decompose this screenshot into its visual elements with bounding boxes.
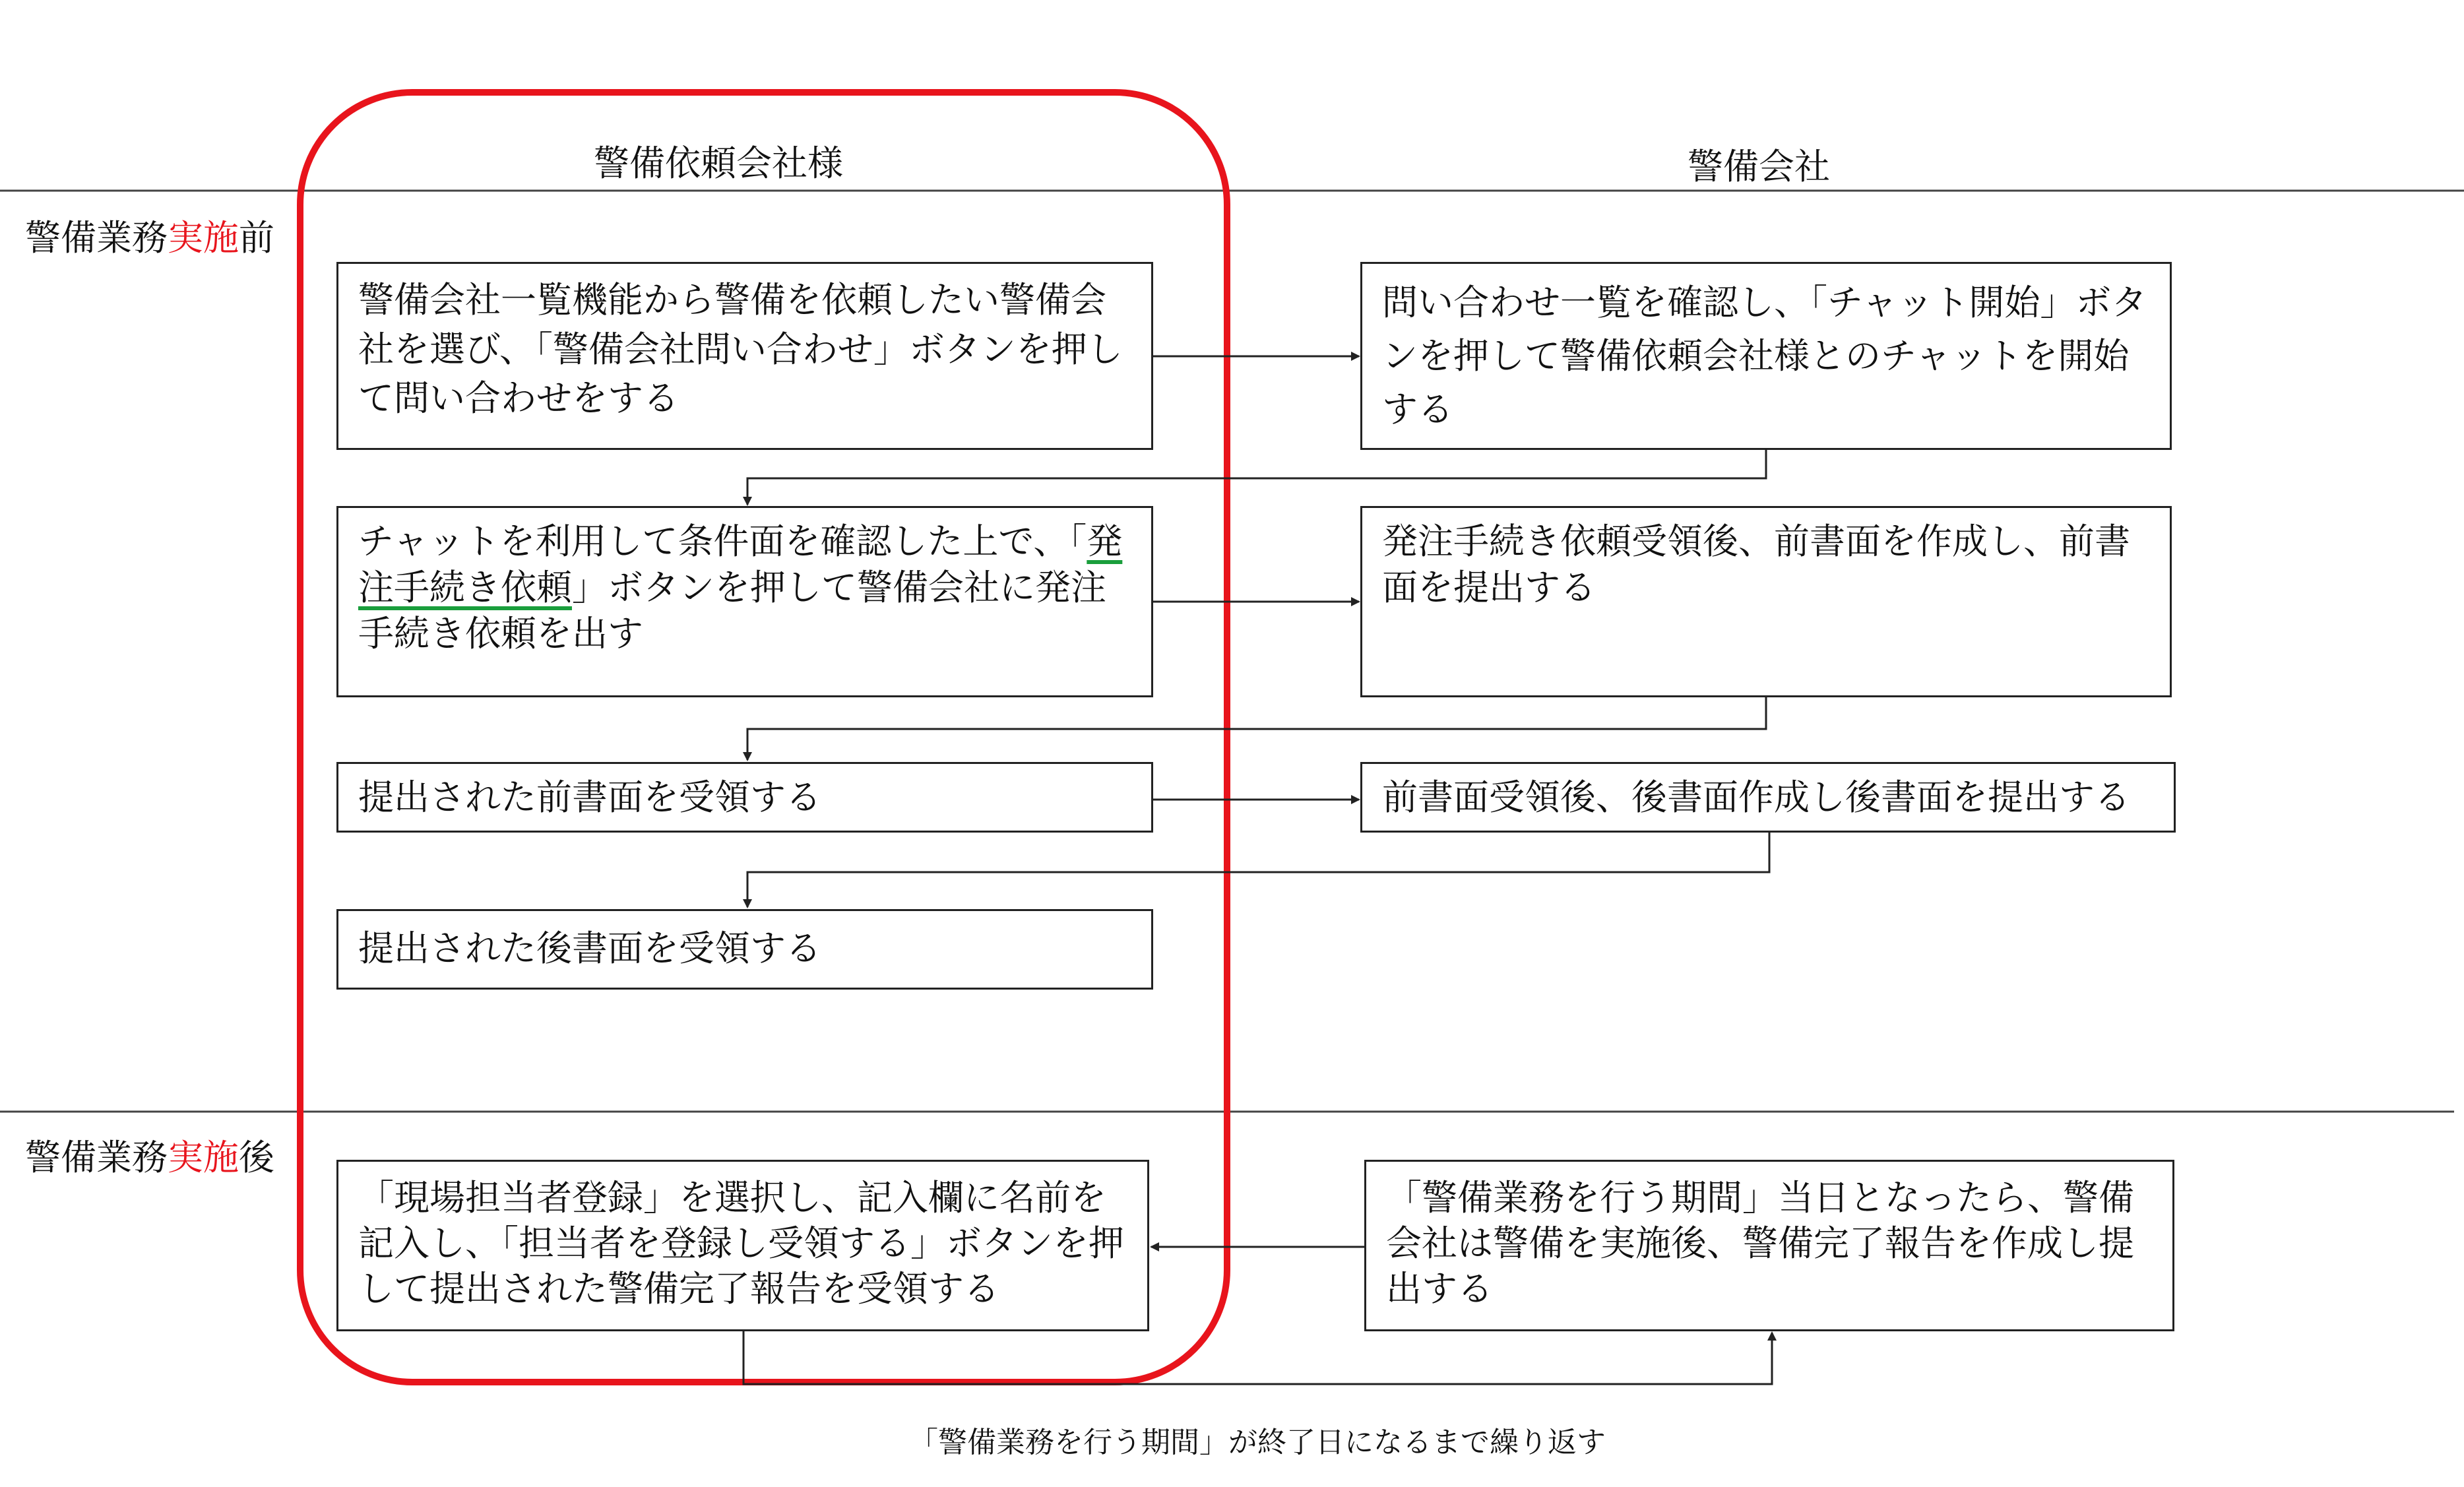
loop-note: 「警備業務を行う期間」が終了日になるまで繰り返す — [909, 1426, 1606, 1459]
phase-after-prefix: 警備業務 — [25, 1137, 168, 1178]
phase-before-prefix: 警備業務 — [25, 217, 168, 259]
arrow-loop-back — [743, 1331, 1772, 1384]
step-client-3 — [336, 762, 1153, 833]
phase-before-suffix: 前 — [239, 217, 274, 259]
phase-label-before — [25, 210, 274, 261]
phase-after-suffix: 後 — [239, 1137, 274, 1178]
phase-before-highlight: 実施 — [168, 217, 239, 259]
arrow-company3-to-client4 — [747, 833, 1769, 907]
step-company-3 — [1360, 762, 2176, 833]
step-client-2 — [336, 506, 1153, 697]
step-client-4-text: 提出された後書面を受領する — [358, 928, 821, 969]
step-client-5-text: 「現場担当者登録」を選択し、記入欄に名前を記入し、「担当者を登録し受領する」ボタンを押して提出された警備完了報告を受領する — [358, 1177, 1124, 1310]
step-company-5 — [1364, 1160, 2174, 1331]
step-client-5 — [336, 1160, 1149, 1331]
step-company-1 — [1360, 262, 2172, 450]
step-company-1-text: 問い合わせ一覧を確認し、「チャット開始」ボタンを押して警備依頼会社様とのチャットを開始する — [1382, 282, 2147, 430]
step-client-2-underlined: 発注手続き依頼 — [358, 521, 1123, 609]
step-client-2-text-post: 」ボタンを押して警備会社に発注手続き依頼を出す — [358, 567, 1106, 655]
column-header-client: 警備依頼会社様 — [594, 142, 843, 184]
step-client-2-text — [358, 519, 1131, 658]
step-client-3-text: 提出された前書面を受領する — [358, 776, 821, 818]
step-client-2-text-pre: チャットを利用して条件面を確認した上で、「 — [358, 521, 1087, 562]
step-company-3-text: 前書面受領後、後書面作成し後書面を提出する — [1382, 776, 2130, 818]
step-client-4 — [336, 909, 1153, 990]
arrow-company1-to-client2 — [747, 450, 1766, 505]
phase-label-after — [25, 1129, 274, 1180]
step-company-2-text: 発注手続き依頼受領後、前書面を作成し、前書面を提出する — [1382, 521, 2130, 609]
step-client-1 — [336, 262, 1153, 450]
arrow-company2-to-client3 — [747, 697, 1766, 760]
step-company-2 — [1360, 506, 2172, 697]
step-client-1-text: 警備会社一覧機能から警備を依頼したい警備会社を選び、「警備会社問い合わせ」ボタンを押して問い合わせをする — [358, 279, 1123, 420]
step-company-5-text: 「警備業務を行う期間」当日となったら、警備会社は警備を実施後、警備完了報告を作成し提出する — [1386, 1177, 2134, 1310]
phase-after-highlight: 実施 — [168, 1137, 239, 1178]
column-header-company: 警備会社 — [1688, 146, 1830, 187]
